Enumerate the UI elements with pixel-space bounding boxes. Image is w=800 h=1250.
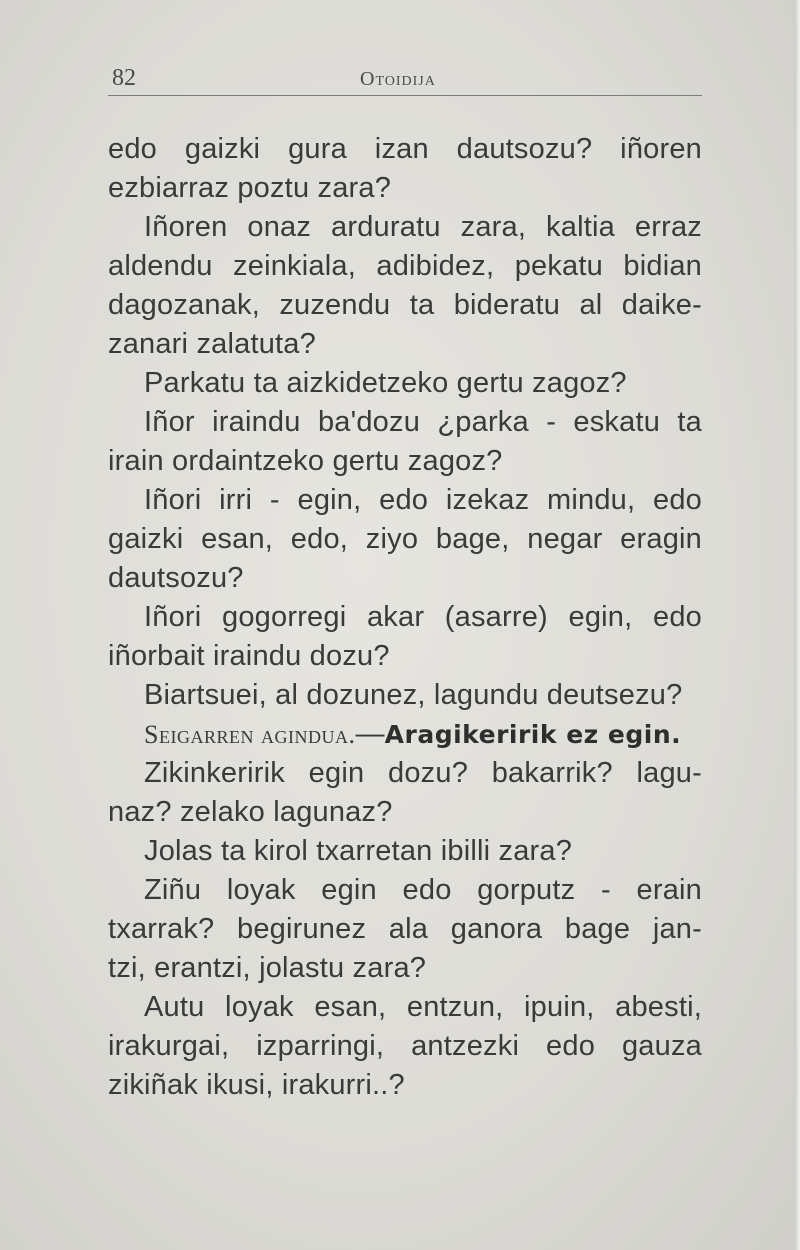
header-rule bbox=[108, 95, 702, 96]
page-edge bbox=[794, 0, 800, 1250]
text-line: naz? zelako lagunaz? bbox=[108, 796, 393, 828]
text-line: Iñoren onaz arduratu zara, kaltia erraz bbox=[144, 211, 702, 243]
text-line: Jolas ta kirol txarretan ibilli zara? bbox=[144, 835, 573, 867]
text-line: zikiñak ikusi, irakurri..? bbox=[108, 1069, 405, 1101]
commandment-title: Seigarren agindua. bbox=[144, 720, 356, 749]
text-line: tzi, erantzi, jolastu zara? bbox=[108, 952, 427, 984]
text-line: Iñori irri - egin, edo izekaz mindu, edo bbox=[144, 484, 702, 516]
text-line: edo gaizki gura izan dautsozu? iñoren bbox=[108, 133, 702, 165]
text-line: Zikinkeririk egin dozu? bakarrik? lagu- bbox=[144, 757, 702, 789]
text-line: Iñor iraindu ba'dozu ¿parka - eskatu ta bbox=[144, 406, 702, 438]
text-line: Autu loyak esan, entzun, ipuin, abesti, bbox=[144, 991, 702, 1023]
text-line: Parkatu ta aizkidetzeko gertu zagoz? bbox=[144, 367, 627, 399]
text-line: txarrak? begirunez ala ganora bage jan- bbox=[108, 913, 702, 945]
text-line: Ziñu loyak egin edo gorputz - erain bbox=[144, 874, 702, 906]
text-line: Iñori gogorregi akar (asarre) egin, edo bbox=[144, 601, 702, 633]
text-line: irain ordaintzeko gertu zagoz? bbox=[108, 445, 503, 477]
page-number: 82 bbox=[112, 65, 136, 91]
text-line: Biartsuei, al dozunez, lagundu deutsezu? bbox=[144, 679, 683, 711]
text-line: aldendu zeinkiala, adibidez, pekatu bidian bbox=[108, 250, 702, 282]
commandment-heading bbox=[108, 715, 702, 754]
text-line: dagozanak, zuzendu ta bideratu al daike- bbox=[108, 289, 702, 321]
text-line: zanari zalatuta? bbox=[108, 328, 316, 360]
body-text bbox=[108, 130, 702, 1105]
text-line: irakurgai, izparringi, antzezki edo gauza bbox=[108, 1030, 702, 1062]
text-line: gaizki esan, edo, ziyo bage, negar eragin bbox=[108, 523, 702, 555]
text-line: dautsozu? bbox=[108, 562, 244, 594]
running-head: Otoidija bbox=[360, 68, 436, 90]
text-line: iñorbait iraindu dozu? bbox=[108, 640, 390, 672]
commandment-text: Aragikeririk ez egin. bbox=[384, 720, 682, 749]
text-line: ezbiarraz poztu zara? bbox=[108, 172, 392, 204]
page-header bbox=[108, 62, 702, 96]
em-dash: — bbox=[355, 718, 385, 750]
